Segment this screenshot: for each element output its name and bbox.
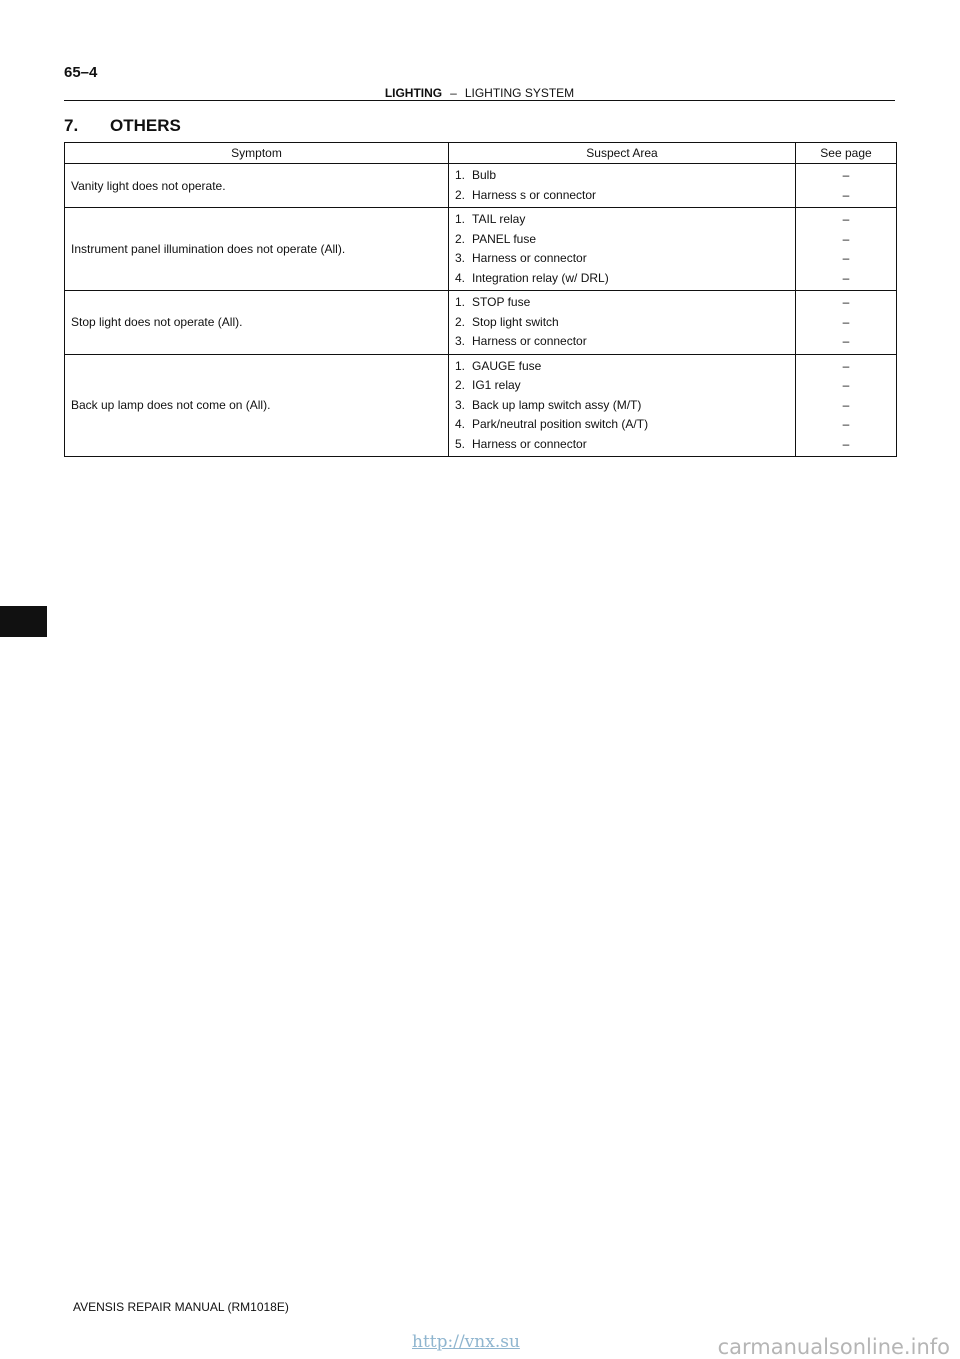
- suspect-area-item: [455, 376, 789, 396]
- see-page-cell: [796, 208, 897, 291]
- suspect-area-item: [455, 332, 789, 352]
- table-row: [65, 354, 897, 457]
- symptom-cell: Back up lamp does not come on (All).: [65, 354, 449, 457]
- see-page-value: –: [842, 358, 850, 373]
- item-number: 4.: [455, 417, 466, 431]
- see-page-value: –: [842, 212, 850, 226]
- section-title: OTHERS: [110, 116, 181, 135]
- suspect-area-item: [455, 186, 789, 206]
- suspect-area-item: [455, 293, 789, 313]
- item-text: Integration relay (w/ DRL): [472, 270, 609, 285]
- item-text: Bulb: [472, 168, 497, 182]
- see-page-value: –: [842, 295, 850, 309]
- running-header: [64, 86, 895, 101]
- suspect-area-item: [455, 166, 789, 186]
- item-number: 2.: [455, 378, 466, 392]
- see-page-value: –: [842, 168, 850, 182]
- suspect-area-cell: [449, 291, 796, 355]
- item-number: 3.: [455, 397, 466, 412]
- see-page-cell: [796, 291, 897, 355]
- table-header-row: [65, 143, 897, 164]
- item-text: TAIL relay: [472, 212, 526, 226]
- column-header-symptom: Symptom: [65, 143, 449, 164]
- header-subsection: LIGHTING SYSTEM: [464, 86, 575, 100]
- item-number: 1.: [455, 295, 466, 309]
- section-heading: [64, 116, 181, 136]
- item-text: STOP fuse: [472, 295, 531, 309]
- item-text: Harness or connector: [472, 251, 587, 265]
- suspect-area-item: [455, 230, 789, 250]
- see-page-value: –: [842, 270, 850, 285]
- symptom-table: [64, 142, 897, 457]
- see-page-value: –: [842, 231, 850, 246]
- column-header-suspect-area: Suspect Area: [449, 143, 796, 164]
- item-text: PANEL fuse: [472, 231, 537, 246]
- item-number: 1.: [455, 168, 466, 182]
- see-page-value: –: [842, 397, 850, 412]
- item-text: Harness or connector: [472, 436, 587, 451]
- item-text: Harness or connector: [472, 334, 587, 348]
- see-page-value: –: [842, 378, 850, 392]
- table-row: [65, 291, 897, 355]
- footer-manual-id: AVENSIS REPAIR MANUAL (RM1018E): [73, 1300, 289, 1314]
- item-number: 3.: [455, 334, 466, 348]
- page-number: 65–4: [64, 64, 98, 81]
- item-number: 2.: [455, 231, 466, 246]
- symptom-cell: Stop light does not operate (All).: [65, 291, 449, 355]
- section-number: 7.: [64, 116, 79, 135]
- brand-watermark: carmanualsonline.info: [717, 1335, 950, 1359]
- see-page-value: –: [842, 187, 850, 202]
- suspect-area-item: [455, 249, 789, 269]
- suspect-area-cell: [449, 164, 796, 208]
- see-page-value: –: [842, 334, 850, 348]
- header-separator: –: [450, 86, 457, 100]
- item-number: 1.: [455, 358, 466, 373]
- section-edge-tab: [0, 606, 47, 637]
- see-page-cell: [796, 164, 897, 208]
- header-section: LIGHTING: [384, 86, 443, 100]
- suspect-area-item: [455, 269, 789, 289]
- suspect-area-item: [455, 357, 789, 377]
- item-number: 3.: [455, 251, 466, 265]
- column-header-see-page: See page: [796, 143, 897, 164]
- suspect-area-item: [455, 415, 789, 435]
- see-page-value: –: [842, 251, 850, 265]
- item-text: GAUGE fuse: [472, 358, 542, 373]
- suspect-area-item: [455, 210, 789, 230]
- item-number: 2.: [455, 314, 466, 329]
- table-row: [65, 164, 897, 208]
- item-number: 2.: [455, 187, 466, 202]
- see-page-value: –: [842, 314, 850, 329]
- watermark-link[interactable]: http://vnx.su: [412, 1332, 520, 1352]
- see-page-value: –: [842, 436, 850, 451]
- see-page-value: –: [842, 417, 850, 431]
- item-text: IG1 relay: [472, 378, 521, 392]
- symptom-cell: Vanity light does not operate.: [65, 164, 449, 208]
- suspect-area-cell: [449, 354, 796, 457]
- see-page-cell: [796, 354, 897, 457]
- suspect-area-item: [455, 396, 789, 416]
- item-text: Park/neutral position switch (A/T): [472, 417, 649, 431]
- item-number: 5.: [455, 436, 466, 451]
- table-row: [65, 208, 897, 291]
- item-text: Harness s or connector: [472, 187, 597, 202]
- suspect-area-item: [455, 435, 789, 455]
- item-number: 4.: [455, 270, 466, 285]
- item-text: Back up lamp switch assy (M/T): [472, 397, 642, 412]
- suspect-area-cell: [449, 208, 796, 291]
- suspect-area-item: [455, 313, 789, 333]
- item-number: 1.: [455, 212, 466, 226]
- symptom-cell: Instrument panel illumination does not operate (All).: [65, 208, 449, 291]
- item-text: Stop light switch: [472, 314, 559, 329]
